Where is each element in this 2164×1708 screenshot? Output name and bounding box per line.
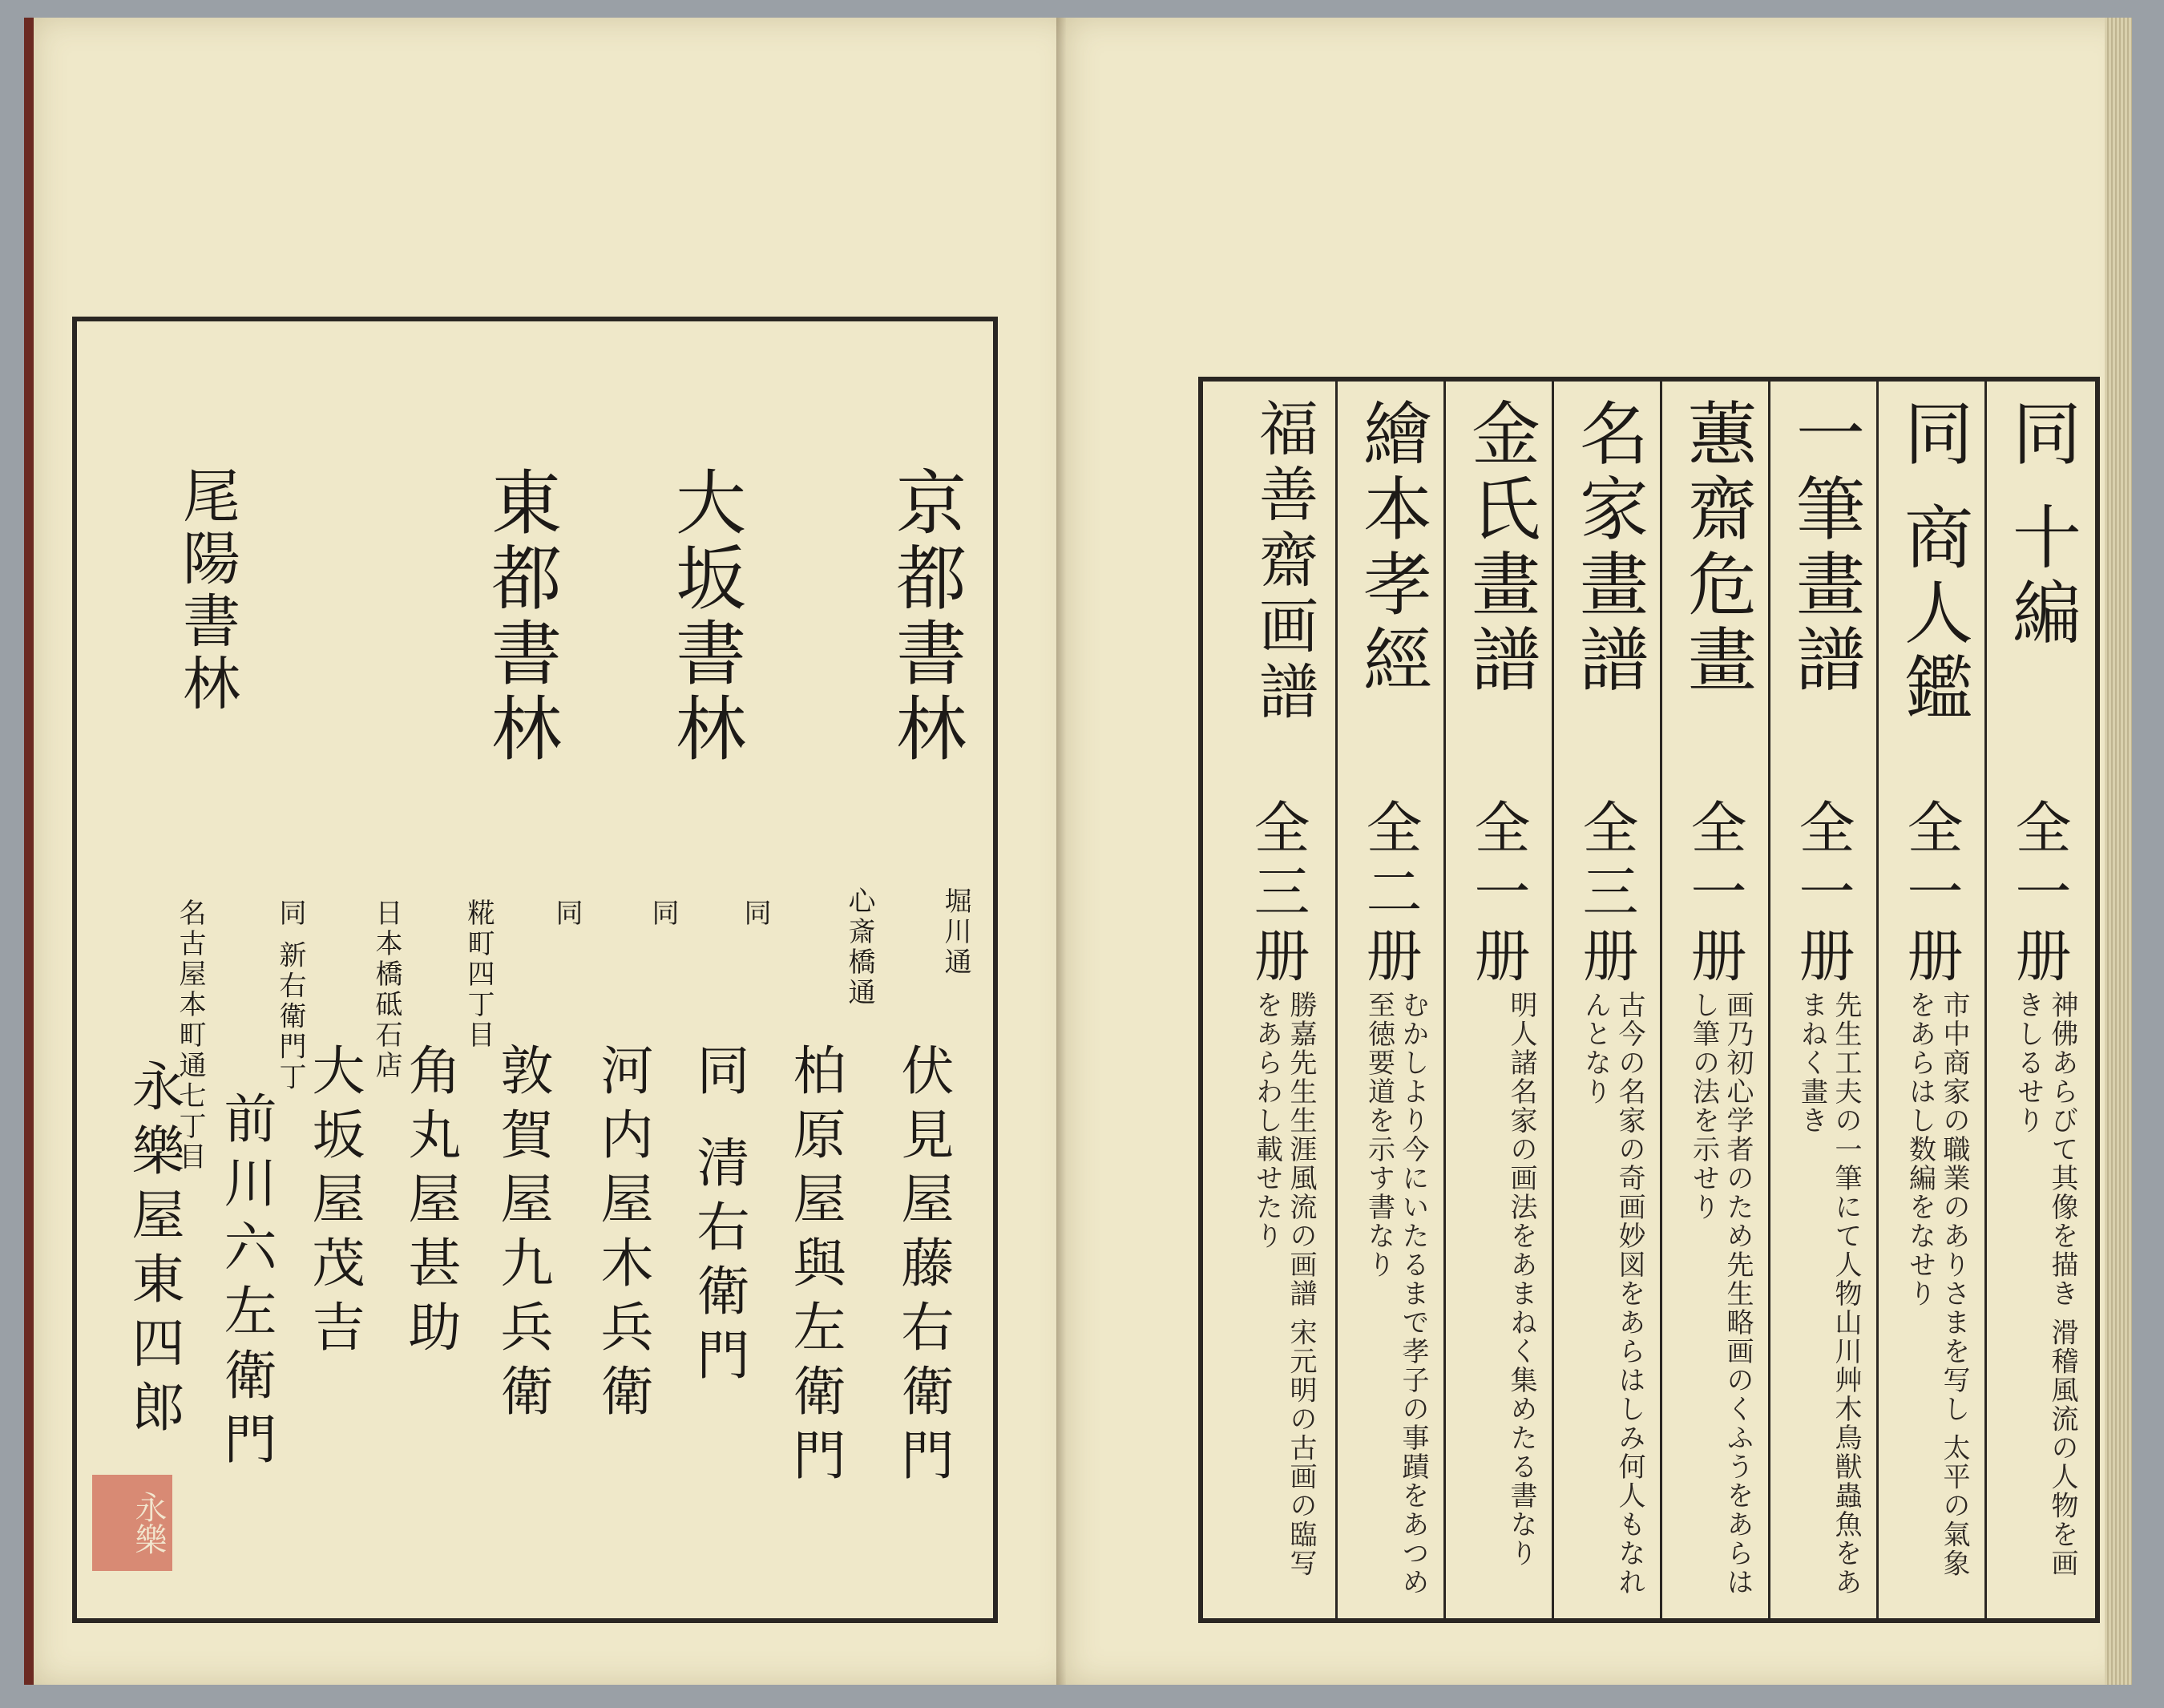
volume-count: 全一册 [1465,798,1531,991]
book-title: 一筆畫譜 [1784,398,1864,699]
publisher-colophon-frame [72,317,998,1623]
city-heading-edo: 東都書林 [480,466,563,767]
book-description: 市中商家の職業のありさまを写し 太平の氣象をあらはし数編をなせり [1904,991,1970,1578]
red-seal-stamp: 永樂 [92,1475,172,1571]
column-divider [1443,382,1446,1618]
publisher-name: 伏見屋藤右衛門 [892,1043,954,1492]
volume-count: 全一册 [1898,798,1964,991]
column-divider [1335,382,1338,1618]
book-description: むかしより今にいたるまで孝子の事蹟をあつめ至徳要道を示す書なり [1363,991,1429,1597]
book-description: 古今の名家の奇画妙図をあらはしみ何人もなれんとなり [1579,991,1645,1597]
publisher-address: 日本橋砥石店 [370,898,402,1081]
publisher-name: 前川六左衛門 [215,1091,277,1476]
book-advertisement-frame [1198,377,2100,1623]
city-heading-kyoto: 京都書林 [885,466,967,767]
publisher-address: 同 [647,898,679,929]
book-title: 金氏畫譜 [1459,398,1540,699]
publisher-address: 同 新右衛門丁 [274,898,306,1093]
volume-count: 全一册 [2006,798,2072,991]
city-heading-osaka: 大坂書林 [664,466,747,767]
publisher-name: 同 清右衛門 [688,1043,749,1391]
publisher-name: 柏原屋與左衛門 [784,1043,846,1492]
book-title: 繪本孝經 [1351,398,1431,699]
volume-count: 全一册 [1790,798,1855,991]
book-description: 神佛あらびて其像を描き 滑稽風流の人物を画きしるせり [2012,991,2078,1578]
book-description: 明人諸名家の画法をあまねく集めたる書なり [1505,991,1537,1568]
publisher-address: 堀川通 [939,886,971,978]
publisher-name: 角丸屋甚助 [399,1043,461,1363]
publisher-name: 敦賀屋九兵衛 [491,1043,553,1427]
column-divider [1768,382,1770,1618]
book-title: 名家畫譜 [1568,398,1648,699]
publisher-address: 糀町四丁目 [462,898,495,1051]
publisher-name: 河内屋木兵衛 [591,1043,653,1427]
publisher-address: 同 [551,898,583,929]
book-title: 同 商人鑑 [1892,398,1972,728]
publisher-address: 同 [739,898,771,929]
column-divider [1660,382,1662,1618]
book-title: 蕙齋危畫 [1676,398,1756,699]
book-description: 画乃初心学者のため先生略画のくふうをあらはし筆の法を示せり [1687,991,1754,1597]
volume-count: 全三册 [1245,798,1310,991]
book-title: 同 十編 [2000,398,2081,652]
publisher-address: 名古屋本町通七丁目 [174,898,206,1173]
column-divider [1876,382,1879,1618]
city-heading-owari: 尾陽書林 [173,466,240,716]
publisher-name: 永樂屋東四郎 [123,1059,184,1444]
column-divider [1552,382,1554,1618]
volume-count: 全一册 [1682,798,1747,991]
column-divider [1984,382,1987,1618]
volume-count: 全二册 [1357,798,1423,991]
book-description: 先生工夫の一筆にて人物山川艸木鳥獣蟲魚をあまねく畫き [1795,991,1862,1597]
publisher-address: 心斎橋通 [843,886,875,1008]
book-title: 福善齋画譜 [1250,398,1318,726]
book-description: 勝嘉先生生涯風流の画譜 宋元明の古画の臨写をあらわし載せたり [1250,991,1317,1578]
volume-count: 全三册 [1573,798,1639,991]
publisher-name: 大坂屋茂吉 [303,1043,365,1363]
page-edge [2105,18,2132,1685]
